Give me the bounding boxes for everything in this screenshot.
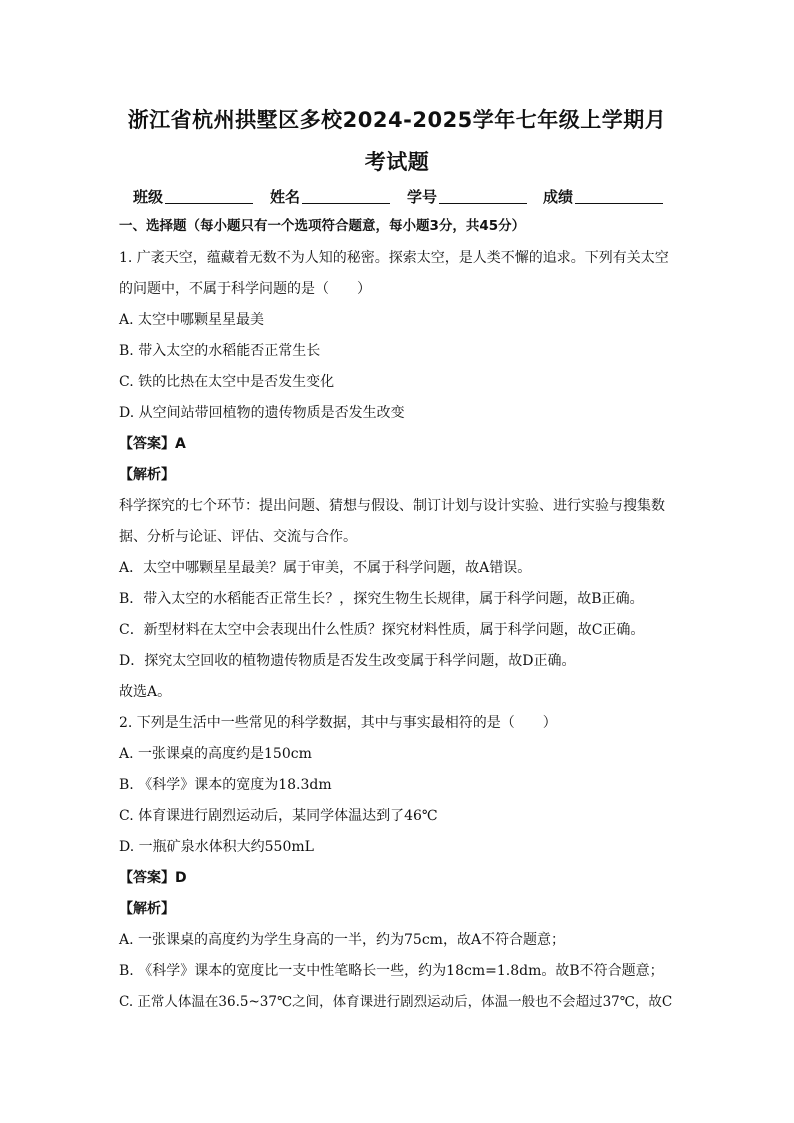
class-label: 班级 bbox=[133, 188, 164, 206]
score-field bbox=[543, 186, 663, 207]
name-label: 姓名 bbox=[270, 188, 301, 206]
q2-option-a: A. 一张课桌的高度约是150cm bbox=[119, 746, 312, 762]
student-info-fields bbox=[133, 186, 693, 208]
q2-analysis-b: B. 《科学》课本的宽度比一支中性笔略长一些，约为18cm=1.8dm。故B不符合题意； bbox=[119, 963, 664, 979]
q1-stem-line-1: 1. 广袤天空，蕴藏着无数不为人知的秘密。探索太空，是人类不懈的追求。下列有关太空 bbox=[119, 250, 669, 266]
exam-title-line-1: 浙江省杭州拱墅区多校2024-2025学年七年级上学期月 bbox=[127, 108, 667, 132]
q1-option-d: D. 从空间站带回植物的遗传物质是否发生改变 bbox=[119, 405, 405, 421]
exam-title-line-2: 考试题 bbox=[364, 150, 430, 174]
q1-analysis-label: 【解析】 bbox=[119, 467, 175, 483]
q2-analysis-c: C. 正常人体温在36.5~37℃之间，体育课进行剧烈运动后，体温一般也不会超过37℃，故C bbox=[119, 994, 673, 1010]
q1-option-a: A. 太空中哪颗星星最美 bbox=[119, 312, 265, 328]
q1-conclusion: 故选A。 bbox=[119, 684, 172, 700]
q2-analysis-label: 【解析】 bbox=[119, 901, 175, 917]
q2-stem: 2. 下列是生活中一些常见的科学数据，其中与事实最相符的是（ ） bbox=[119, 715, 557, 731]
q2-analysis-a: A. 一张课桌的高度约为学生身高的一半，约为75cm，故A不符合题意； bbox=[119, 932, 566, 948]
q1-analysis-d: D．探究太空回收的植物遗传物质是否发生改变属于科学问题，故D正确。 bbox=[119, 653, 576, 669]
student-id-label: 学号 bbox=[407, 188, 438, 206]
score-label: 成绩 bbox=[543, 188, 574, 206]
class-field bbox=[133, 186, 253, 207]
class-blank bbox=[165, 189, 253, 204]
q1-answer: 【答案】A bbox=[119, 436, 186, 452]
name-field bbox=[270, 186, 390, 207]
q1-analysis-line-2: 据、分析与论证、评估、交流与合作。 bbox=[119, 529, 357, 545]
score-blank bbox=[575, 189, 663, 204]
q2-option-c: C. 体育课进行剧烈运动后，某同学体温达到了46℃ bbox=[119, 808, 438, 824]
q2-option-d: D. 一瓶矿泉水体积大约550mL bbox=[119, 839, 314, 855]
name-blank bbox=[302, 189, 390, 204]
q1-stem-line-2: 的问题中，不属于科学问题的是（ ） bbox=[119, 281, 371, 297]
q1-option-c: C. 铁的比热在太空中是否发生变化 bbox=[119, 374, 335, 390]
q1-analysis-c: C．新型材料在太空中会表现出什么性质？探究材料性质，属于科学问题，故C正确。 bbox=[119, 622, 645, 638]
q1-analysis-a: A．太空中哪颗星星最美？属于审美，不属于科学问题，故A错误。 bbox=[119, 560, 532, 576]
q1-analysis-b: B．带入太空的水稻能否正常生长？，探究生物生长规律，属于科学问题，故B正确。 bbox=[119, 591, 644, 607]
q1-analysis-line-1: 科学探究的七个环节：提出问题、猜想与假设、制订计划与设计实验、进行实验与搜集数 bbox=[119, 498, 665, 514]
q2-answer: 【答案】D bbox=[119, 870, 187, 886]
q2-option-b: B. 《科学》课本的宽度为18.3dm bbox=[119, 777, 332, 793]
q1-option-b: B. 带入太空的水稻能否正常生长 bbox=[119, 343, 321, 359]
section-heading: 一、选择题（每小题只有一个选项符合题意，每小题3分，共45分） bbox=[119, 218, 526, 234]
student-id-field bbox=[407, 186, 527, 207]
student-id-blank bbox=[439, 189, 527, 204]
